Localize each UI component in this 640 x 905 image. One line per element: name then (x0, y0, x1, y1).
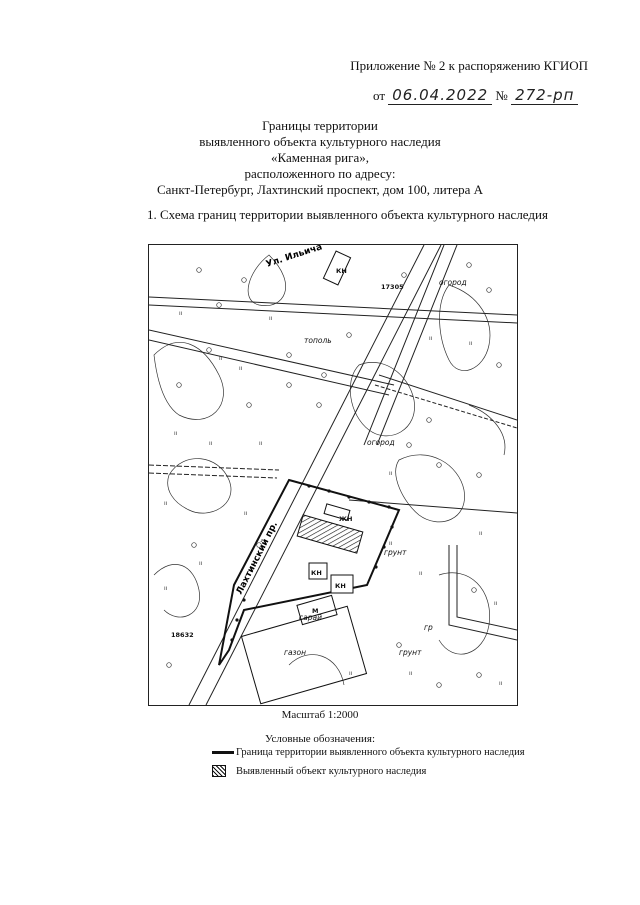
svg-text:ıı: ıı (244, 510, 248, 517)
order-prefix: от (373, 88, 386, 103)
street-label-top: Ул. Ильича (264, 245, 324, 270)
svg-text:ıı: ıı (409, 670, 413, 677)
svg-text:ıı: ıı (469, 340, 473, 347)
svg-text:ıı: ıı (239, 365, 243, 372)
label-number-17305: 17305 (381, 283, 404, 291)
label-m: М (312, 607, 319, 615)
svg-text:ıı: ıı (429, 335, 433, 342)
label-ogorod-mid: огород (367, 438, 395, 447)
map-drawing (149, 245, 517, 705)
label-kn-right: КН (335, 582, 346, 590)
svg-text:ıı: ıı (179, 310, 183, 317)
order-line (373, 86, 578, 105)
buildings (241, 251, 366, 704)
boundary-line-symbol (212, 751, 234, 754)
legend-boundary-label: Граница территории выявленного объекта культурного наследия (236, 747, 525, 758)
title-line-2: выявленного объекта культурного наследия (199, 134, 441, 149)
legend-heritage-label: Выявленный объект культурного наследия (236, 765, 427, 777)
grass-markers (164, 310, 503, 687)
section-heading: 1. Схема границ территории выявленного объекта культурного наследия (147, 207, 548, 222)
label-grunt-2: грунт (399, 648, 422, 657)
svg-text:ıı: ıı (164, 585, 168, 592)
appendix-header: Приложение № 2 к распоряжению КГИОП (350, 58, 588, 73)
svg-text:ıı: ıı (349, 670, 353, 677)
title-line-1: Границы территории (262, 118, 378, 133)
order-number: 272-рп (511, 86, 578, 105)
order-number-label: № (495, 88, 508, 103)
svg-text:ıı: ıı (164, 500, 168, 507)
title-line-3: «Каменная рига», (271, 150, 369, 165)
document-title (0, 118, 640, 198)
svg-text:ıı: ıı (269, 315, 273, 322)
label-sarai: сарай (299, 613, 322, 622)
legend-title: Условные обозначения: (264, 733, 376, 745)
label-topol: тополь (304, 336, 332, 345)
svg-text:ıı: ıı (499, 680, 503, 687)
svg-text:ıı: ıı (389, 540, 393, 547)
tree-markers (167, 263, 502, 688)
roads (149, 245, 517, 705)
svg-text:ıı: ıı (209, 440, 213, 447)
label-gr: гр (424, 623, 433, 632)
order-date: 06.04.2022 (388, 86, 492, 105)
svg-text:ıı: ıı (494, 600, 498, 607)
street-label-main: Лахтинский пр. (234, 520, 281, 597)
heritage-building (297, 515, 363, 553)
svg-text:ıı: ıı (219, 355, 223, 362)
hatch-symbol (212, 765, 226, 777)
label-ogorod-top: огород (439, 278, 467, 287)
legend-item-heritage-object (212, 765, 426, 777)
map-scale: Масштаб 1:2000 (281, 709, 359, 721)
title-line-4: расположенного по адресу: (244, 166, 396, 181)
label-grunt-1: грунт (384, 548, 407, 557)
territory-map (148, 244, 518, 706)
title-line-5: Санкт-Петербург, Лахтинский проспект, дом 100, литера А (156, 182, 484, 197)
label-gazon: газон (284, 648, 307, 657)
legend-item-boundary (212, 747, 525, 758)
label-number-18632: 18632 (171, 631, 194, 639)
svg-text:ıı: ıı (479, 530, 483, 537)
label-kn-top: КН (336, 267, 347, 275)
label-kn-small: КН (311, 569, 322, 577)
svg-text:ıı: ıı (389, 470, 393, 477)
svg-text:ıı: ıı (174, 430, 178, 437)
svg-text:ıı: ıı (419, 570, 423, 577)
label-zhn: ЖН (339, 515, 353, 523)
svg-text:ıı: ıı (259, 440, 263, 447)
svg-text:ıı: ıı (199, 560, 203, 567)
